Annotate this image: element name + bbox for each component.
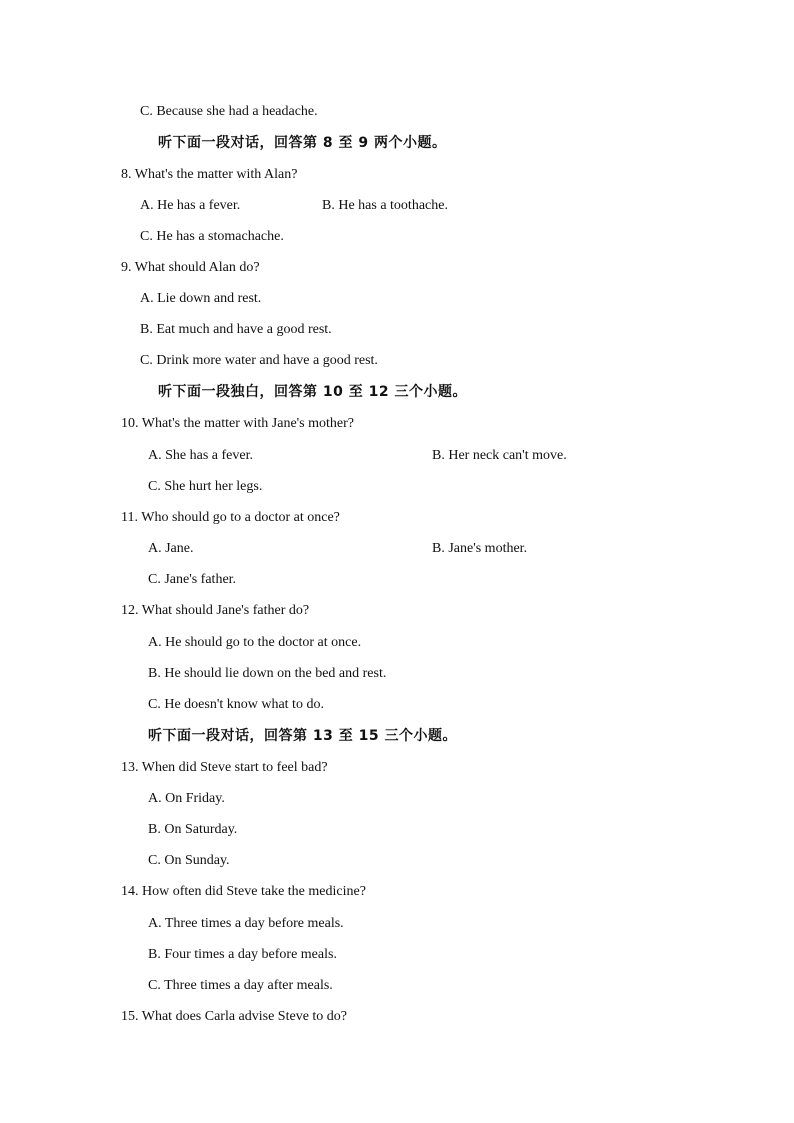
question-12-option-b: B. He should lie down on the bed and rest. bbox=[148, 666, 387, 681]
question-9-option-a: A. Lie down and rest. bbox=[140, 291, 262, 306]
question-9-option-b: B. Eat much and have a good rest. bbox=[140, 322, 332, 337]
question-13-option-c: C. On Sunday. bbox=[148, 853, 230, 868]
section-heading-10-12: 听下面一段独白，回答第 10 至 12 三个小题。 bbox=[158, 384, 467, 400]
question-10-option-c: C. She hurt her legs. bbox=[148, 479, 263, 494]
question-10-option-b: B. Her neck can't move. bbox=[432, 448, 567, 463]
question-14-option-c: C. Three times a day after meals. bbox=[148, 978, 333, 993]
question-13: 13. When did Steve start to feel bad? bbox=[121, 760, 328, 775]
question-8-option-c: C. He has a stomachache. bbox=[140, 229, 284, 244]
question-9-option-c: C. Drink more water and have a good rest. bbox=[140, 353, 378, 368]
question-7-option-c: C. Because she had a headache. bbox=[140, 104, 318, 119]
question-11-option-b: B. Jane's mother. bbox=[432, 541, 528, 556]
question-12: 12. What should Jane's father do? bbox=[121, 603, 310, 618]
question-11-option-c: C. Jane's father. bbox=[148, 572, 237, 587]
question-14-option-a: A. Three times a day before meals. bbox=[148, 916, 344, 931]
question-12-option-c: C. He doesn't know what to do. bbox=[148, 697, 324, 712]
question-12-option-a: A. He should go to the doctor at once. bbox=[148, 635, 362, 650]
section-heading-13-15: 听下面一段对话，回答第 13 至 15 三个小题。 bbox=[148, 728, 457, 744]
section-heading-8-9: 听下面一段对话，回答第 8 至 9 两个小题。 bbox=[158, 135, 447, 151]
question-11-option-a: A. Jane. bbox=[148, 541, 194, 556]
question-15: 15. What does Carla advise Steve to do? bbox=[121, 1009, 348, 1024]
question-14-option-b: B. Four times a day before meals. bbox=[148, 947, 337, 962]
question-8-option-a: A. He has a fever. bbox=[140, 198, 241, 213]
question-10: 10. What's the matter with Jane's mother? bbox=[121, 416, 355, 431]
question-13-option-b: B. On Saturday. bbox=[148, 822, 238, 837]
question-10-option-a: A. She has a fever. bbox=[148, 448, 253, 463]
question-11: 11. Who should go to a doctor at once? bbox=[121, 510, 340, 525]
question-8-option-b: B. He has a toothache. bbox=[322, 198, 448, 213]
question-8: 8. What's the matter with Alan? bbox=[121, 167, 298, 182]
question-14: 14. How often did Steve take the medicine? bbox=[121, 884, 366, 899]
question-9: 9. What should Alan do? bbox=[121, 260, 260, 275]
question-13-option-a: A. On Friday. bbox=[148, 791, 225, 806]
